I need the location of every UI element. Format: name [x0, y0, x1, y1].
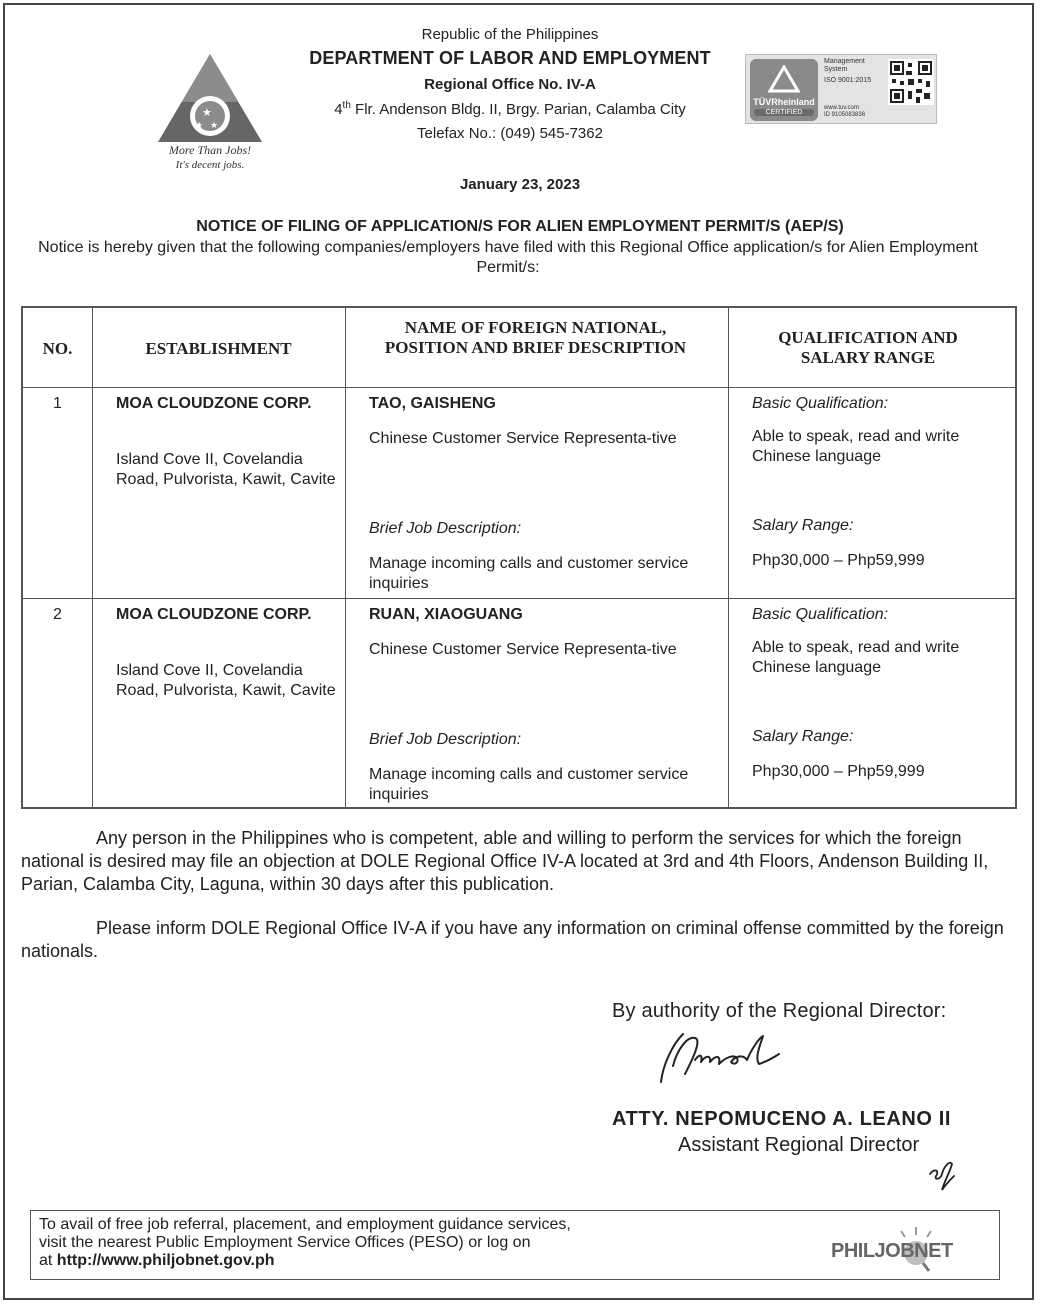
row-1-no: 1 — [53, 395, 62, 412]
header-no: NO. — [42, 339, 73, 358]
notice-date: January 23, 2023 — [459, 176, 581, 193]
table-divider — [23, 598, 1015, 599]
row-1-job-desc-label: Brief Job Description: — [369, 520, 522, 537]
svg-text:★: ★ — [202, 106, 212, 119]
row-2-position: Chinese Customer Service Representa-tive — [369, 641, 677, 658]
row-1-salary-label: Salary Range: — [752, 517, 854, 534]
row-1-name: TAO, GAISHENG — [369, 395, 496, 412]
philjobnet-logo — [829, 1225, 999, 1275]
aep-applications-table — [21, 306, 1017, 809]
address-floor: 4 — [334, 101, 343, 118]
handwritten-signature — [655, 1024, 785, 1090]
notice-intro: Notice is hereby given that the following companies/employers have filed with this Regional Office application/s for Alien Employment Permit/s: — [38, 239, 978, 276]
row-1-address: Island Cove II, Covelandia Road, Pulvorista, Kawit, Cavite — [116, 451, 336, 488]
tuv-badge — [750, 59, 818, 121]
header-establishment: ESTABLISHMENT — [145, 339, 292, 358]
cert-mgmt-1: Management — [824, 58, 865, 65]
row-1-position: Chinese Customer Service Representa-tive — [369, 430, 677, 447]
row-1-salary: Php30,000 – Php59,999 — [752, 552, 925, 569]
cert-standard: ISO 9001:2015 — [824, 77, 872, 84]
footer-line-3-prefix: at — [39, 1252, 57, 1269]
tuv-triangle-icon — [768, 65, 800, 93]
header-foreign-national: NAME OF FOREIGN NATIONAL, POSITION AND BRIEF DESCRIPTION — [384, 318, 687, 357]
row-2-qual-label: Basic Qualification: — [752, 606, 889, 623]
address-floor-suffix: th — [342, 100, 351, 111]
row-2-qualification: Able to speak, read and write Chinese language — [752, 639, 960, 676]
footer-box — [30, 1210, 1000, 1280]
notice-title: NOTICE OF FILING OF APPLICATION/S FOR ALIEN EMPLOYMENT PERMIT/S (AEP/S) — [196, 218, 844, 235]
cert-certified: CERTIFIED — [754, 109, 814, 116]
table-divider — [728, 308, 729, 807]
header-department: DEPARTMENT OF LABOR AND EMPLOYMENT — [309, 48, 711, 68]
logo-tagline-1: More Than Jobs! — [168, 143, 252, 157]
footer-line-2: visit the nearest Public Employment Service Offices (PESO) or log on — [39, 1234, 531, 1251]
row-1-qual-label: Basic Qualification: — [752, 395, 889, 412]
footer-text — [39, 1216, 571, 1270]
signer-title: Assistant Regional Director — [678, 1134, 920, 1156]
row-2-name: RUAN, XIAOGUANG — [369, 606, 523, 623]
logo-tagline-2: It's decent jobs. — [175, 159, 245, 171]
table-divider — [92, 308, 93, 807]
criminal-offense-paragraph: Please inform DOLE Regional Office IV-A if you have any information on criminal offense committed by the foreign nationals. — [21, 918, 1004, 961]
row-2-job-desc-label: Brief Job Description: — [369, 731, 522, 748]
table-divider — [23, 387, 1015, 388]
row-1-job-desc: Manage incoming calls and customer service inquiries — [369, 555, 689, 592]
signer-name: ATTY. NEPOMUCENO A. LEANO II — [612, 1108, 952, 1130]
cert-id: ID 9105083836 — [824, 112, 866, 118]
cert-footer — [824, 105, 865, 119]
footer-line-1: To avail of free job referral, placement, and employment guidance services, — [39, 1216, 571, 1233]
header-qualification: QUALIFICATION AND SALARY RANGE — [778, 328, 958, 367]
row-1-qualification: Able to speak, read and write Chinese language — [752, 428, 960, 465]
cert-mgmt — [824, 58, 865, 74]
header-republic: Republic of the Philippines — [421, 26, 599, 43]
philjobnet-logo-text: PHILJOBNET — [831, 1240, 953, 1262]
row-2-no: 2 — [53, 606, 62, 623]
svg-text:★: ★ — [210, 121, 219, 131]
row-2-address: Island Cove II, Covelandia Road, Pulvorista, Kawit, Cavite — [116, 662, 336, 699]
handwritten-initials — [926, 1156, 956, 1194]
footer-line-3 — [39, 1252, 571, 1270]
cert-brand: TÜVRheinland — [753, 97, 815, 107]
table-divider — [345, 308, 346, 807]
qr-code-icon — [888, 59, 934, 105]
row-1-company: MOA CLOUDZONE CORP. — [116, 395, 312, 412]
address-rest: Flr. Andenson Bldg. II, Brgy. Parian, Calamba City — [350, 101, 686, 118]
cert-mgmt-2: System — [824, 66, 848, 73]
header-telefax: Telefax No.: (049) 545-7362 — [417, 125, 603, 142]
header-regional-office: Regional Office No. IV-A — [424, 76, 596, 93]
authority-line: By authority of the Regional Director: — [612, 1000, 947, 1022]
row-2-salary-label: Salary Range: — [752, 728, 854, 745]
philjobnet-link[interactable]: http://www.philjobnet.gov.ph — [56, 1252, 275, 1269]
row-2-company: MOA CLOUDZONE CORP. — [116, 606, 312, 623]
objection-paragraph: Any person in the Philippines who is competent, able and willing to perform the services for which the foreign national is desired may file an objection at DOLE Regional Office IV-A located at 3rd and 4th Floors, Andenson Building II, Parian, Calamba City, Laguna, within 30 days after this publication. — [21, 828, 989, 894]
row-2-salary: Php30,000 – Php59,999 — [752, 763, 925, 780]
cert-url: www.tuv.com — [824, 105, 859, 111]
row-2-job-desc: Manage incoming calls and customer service inquiries — [369, 766, 689, 803]
svg-text:★: ★ — [195, 121, 204, 131]
iso-certification-badge — [745, 54, 937, 124]
